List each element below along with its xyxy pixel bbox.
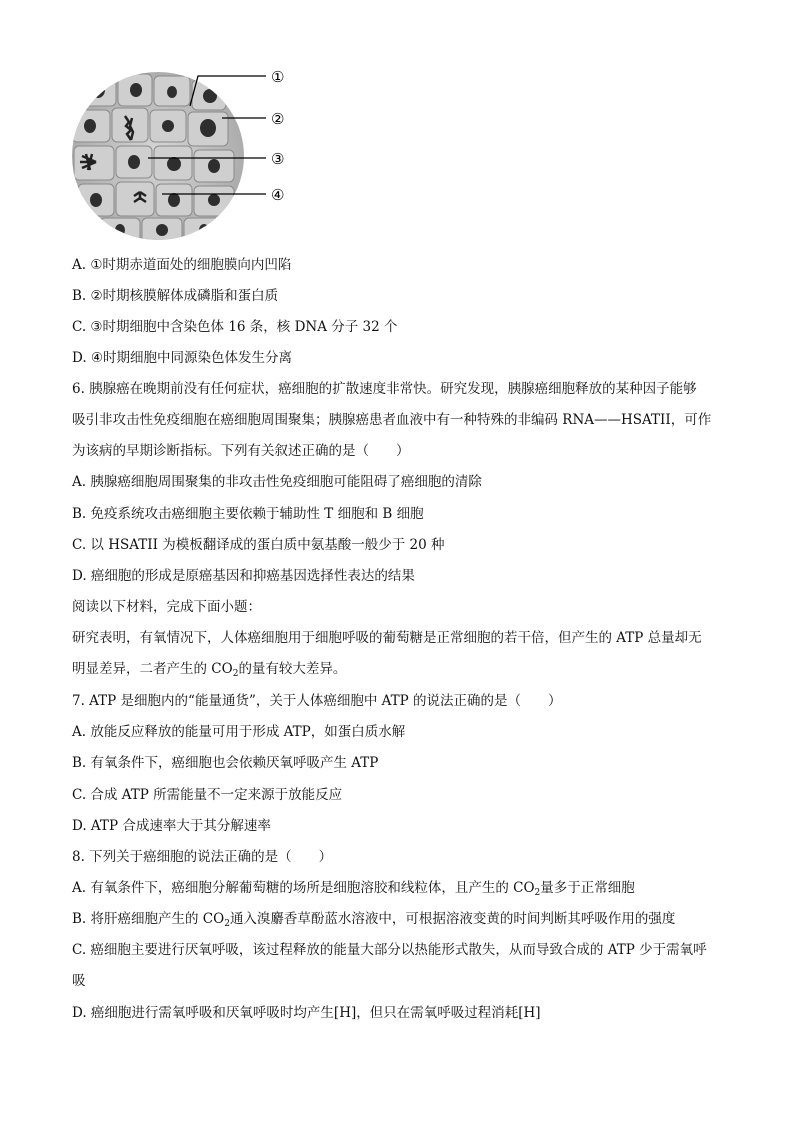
q8-option-c-line-2: 吸 (72, 973, 86, 989)
q8-option-a-pre: A. 有氧条件下，癌细胞分解葡萄糖的场所是细胞溶胶和线粒体，且产生的 CO (72, 880, 535, 896)
material-line-1: 研究表明，有氧情况下，人体癌细胞用于细胞呼吸的葡萄糖是正常细胞的若干倍，但产生的 ATP 总量却无 (72, 630, 702, 646)
label-1: ① (271, 68, 285, 86)
q5-option-d: D. ④时期细胞中同源染色体发生分离 (72, 350, 293, 366)
q7-option-a: A. 放能反应释放的能量可用于形成 ATP，如蛋白质水解 (72, 724, 406, 740)
q8-option-a-sub: 2 (534, 888, 541, 898)
q8-option-b-sub: 2 (224, 919, 230, 929)
q8-option-d: D. 癌细胞进行需氧呼吸和厌氧呼吸时均产生[H]，但只在需氧呼吸过程消耗[H] (72, 1005, 541, 1021)
label-2: ② (271, 110, 285, 128)
q8-option-a-post: 量多于正常细胞 (540, 880, 635, 896)
q7-option-d: D. ATP 合成速率大于其分解速率 (72, 818, 271, 834)
label-4: ④ (271, 186, 285, 204)
q6-option-b: B. 免疫系统攻击癌细胞主要依赖于辅助性 T 细胞和 B 细胞 (72, 506, 424, 522)
q8-option-a (72, 879, 635, 897)
q5-option-b: B. ②时期核膜解体成磷脂和蛋白质 (72, 288, 279, 304)
q6-stem-line-2: 吸引非攻击性免疫细胞在癌细胞周围聚集；胰腺癌患者血液中有一种特殊的非编码 RNA——HSATII，可作 (72, 412, 712, 428)
q8-option-b (72, 910, 675, 928)
cell-division-micrograph (70, 66, 310, 246)
q6-option-c: C. 以 HSATII 为模板翻译成的蛋白质中氨基酸一般少于 20 种 (72, 537, 445, 553)
q7-option-c: C. 合成 ATP 所需能量不一定来源于放能反应 (72, 787, 343, 803)
material-line-2 (72, 660, 346, 678)
q7-option-b: B. 有氧条件下，癌细胞也会依赖厌氧呼吸产生 ATP (72, 755, 379, 771)
label-3: ③ (271, 150, 285, 168)
q8-option-b-pre: B. 将肝癌细胞产生的 CO (72, 911, 225, 927)
q8-option-c-line-1: C. 癌细胞主要进行厌氧呼吸，该过程释放的能量大部分以热能形式散失，从而导致合成的 ATP 少于需氧呼 (72, 942, 707, 958)
q6-option-d: D. 癌细胞的形成是原癌基因和抑癌基因选择性表达的结果 (72, 568, 415, 584)
micrograph-svg (70, 66, 310, 246)
material-line-2-post: 的量有较大差异。 (238, 661, 347, 677)
q5-option-a: A. ①时期赤道面处的细胞膜向内凹陷 (72, 257, 292, 273)
material-intro: 阅读以下材料，完成下面小题： (72, 599, 261, 615)
q6-stem-line-1: 6. 胰腺癌在晚期前没有任何症状，癌细胞的扩散速度非常快。研究发现，胰腺癌细胞释放的某种因子能够 (72, 381, 697, 397)
q6-stem-line-3: 为该病的早期诊断指标。下列有关叙述正确的是（ ） (72, 443, 410, 459)
material-line-2-pre: 明显差异，二者产生的 CO (72, 661, 233, 677)
q7-stem: 7. ATP 是细胞内的“能量通货”，关于人体癌细胞中 ATP 的说法正确的是（ ） (72, 693, 562, 709)
q6-option-a: A. 胰腺癌细胞周围聚集的非攻击性免疫细胞可能阻碍了癌细胞的清除 (72, 474, 482, 490)
q8-option-b-post: 通入溴麝香草酚蓝水溶液中，可根据溶液变黄的时间判断其呼吸作用的强度 (229, 911, 676, 927)
material-line-2-sub: 2 (232, 669, 239, 679)
q8-stem: 8. 下列关于癌细胞的说法正确的是（ ） (72, 849, 333, 865)
q5-option-c: C. ③时期细胞中含染色体 16 条，核 DNA 分子 32 个 (72, 319, 398, 335)
